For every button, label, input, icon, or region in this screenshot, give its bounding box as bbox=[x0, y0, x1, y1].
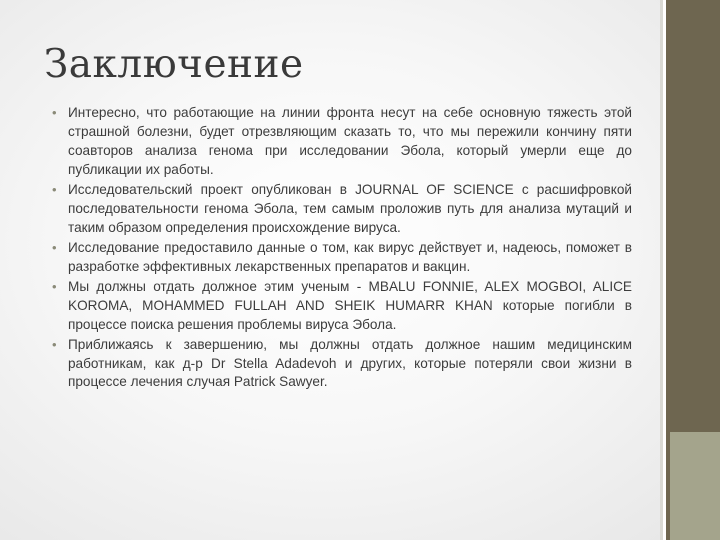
bullet-marker: • bbox=[52, 105, 57, 120]
bullet-item bbox=[52, 278, 632, 335]
bullet-marker: • bbox=[52, 278, 57, 294]
bullet-marker: • bbox=[52, 181, 57, 197]
bullet-item bbox=[52, 336, 632, 393]
bullet-text: Интересно, что работающие на линии фронта несут на себе основную тяжесть этой страшной болезни, будет отрезвляющим сказать то, что мы пережили кончину пяти соавторов анализа генома при исследовании Эбола, который умерли еще до публикации их работы. bbox=[68, 105, 632, 177]
bullet-text: Мы должны отдать должное этим ученым - MBALU FONNIE, ALEX MOGBOI, ALICE KOROMA, MOHAMMED FULLAH AND SHEIK HUMARR KHAN которые погибли в процессе поиска решения проблемы вируса Эбола. bbox=[68, 278, 632, 332]
bullet-item bbox=[52, 239, 632, 277]
bullet-item bbox=[52, 104, 632, 180]
bullet-marker: • bbox=[52, 336, 57, 352]
bullet-marker: • bbox=[52, 239, 57, 255]
bullet-text: Исследовательский проект опубликован в JOURNAL OF SCIENCE с расшифровкой последовательности генома Эбола, тем самым проложив путь для анализа мутаций и таким образом определения происхождение вируса. bbox=[68, 181, 632, 235]
bullet-list bbox=[52, 104, 632, 394]
bullet-text: Исследование предоставило данные о том, как вирус действует и, надеюсь, поможет в разработке эффективных лекарственных препаратов и вакцин. bbox=[68, 239, 632, 274]
side-accent-block bbox=[670, 432, 720, 540]
bullet-text: Приближаясь к завершению, мы должны отдать должное нашим медицинским работникам, как д-р Dr Stella Adadevoh и других, которые потеряли свои жизни в процессе лечения случая Patrick Sawyer. bbox=[68, 336, 632, 390]
slide-title: Заключение bbox=[44, 42, 304, 87]
bullet-item bbox=[52, 181, 632, 238]
